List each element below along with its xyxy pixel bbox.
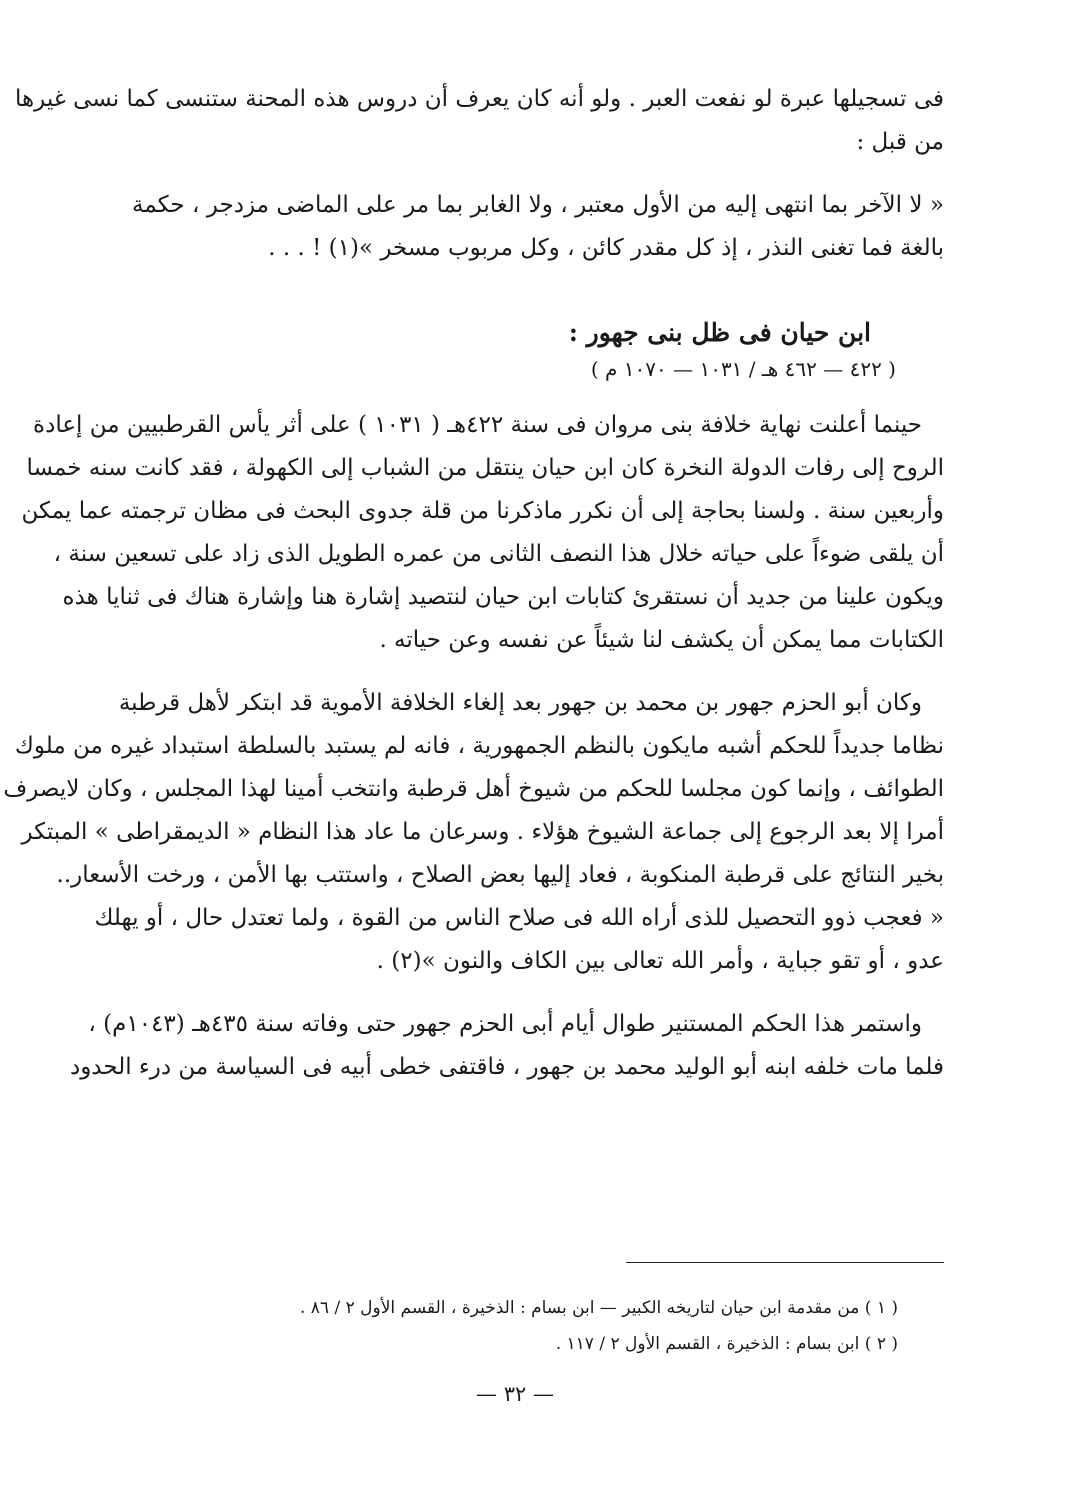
section-dates: ( ٤٢٢ — ٤٦٢ هـ / ١٠٣١ — ١٠٧٠ م ) (590, 357, 896, 381)
text-line: نظاما جديداً للحكم أشبه مايكون بالنظم الجمهورية ، فانه لم يستبد بالسلطة استبداد غيره من ملوك (14, 733, 944, 759)
paragraph-1 (21, 404, 944, 662)
text-line: فلما مات خلفه ابنه أبو الوليد محمد بن جهور ، فاقتفى خطى أبيه فى السياسة من درء الحدود (69, 1054, 944, 1080)
text-line: بالغة فما تغنى النذر ، إذ كل مقدر كائن ، وكل مربوب مسخر »(١) ! . . . (268, 235, 944, 261)
text-line: فى تسجيلها عبرة لو نفعت العبر . ولو أنه كان يعرف أن دروس هذه المحنة ستنسى كما نسى غيرها (15, 86, 944, 112)
quotation-paragraph (132, 184, 944, 270)
text-line: عدو ، أو تقو جباية ، وأمر الله تعالى بين الكاف والنون »(٢) . (376, 948, 944, 974)
section-heading: ابن حيان فى ظل بنى جهور : (568, 318, 871, 347)
text-line: من قبل : (856, 129, 944, 155)
footnote-2: ( ٢ ) ابن بسام : الذخيرة ، القسم الأول ٢ / ١١٧ . (555, 1334, 898, 1354)
paragraph-intro (15, 78, 944, 164)
text-line: واستمر هذا الحكم المستنير طوال أيام أبى الحزم جهور حتى وفاته سنة ٤٣٥هـ (١٠٤٣م) ، (88, 1011, 922, 1037)
text-line: الطوائف ، وإنما كون مجلسا للحكم من شيوخ أهل قرطبة وانتخب أمينا لهذا المجلس ، وكان لايصرف (3, 776, 944, 802)
footnote-divider (626, 1262, 944, 1263)
text-line: « لا الآخر بما انتهى إليه من الأول معتبر ، ولا الغابر بما مر على الماضى مزدجر ، حكمة (132, 192, 944, 218)
text-line: الروح إلى رفات الدولة النخرة كان ابن حيان ينتقل من الشباب إلى الكهولة ، فقد كانت سنه خمسا (26, 455, 944, 481)
paragraph-3 (69, 1003, 944, 1089)
text-line: أن يلقى ضوءاً على حياته خلال هذا النصف الثانى من عمره الطويل الذى زاد على تسعين سنة ، (53, 541, 944, 567)
page-number: — ٣٢ — (476, 1382, 554, 1406)
text-line: الكتابات مما يمكن أن يكشف لنا شيئاً عن نفسه وعن حياته . (379, 627, 944, 653)
text-line: وأربعين سنة . ولسنا بحاجة إلى أن نكرر ماذكرنا من قلة جدوى البحث فى مظان ترجمته عما يمكن (21, 498, 944, 524)
footnotes (300, 1290, 898, 1362)
footnote-1: ( ١ ) من مقدمة ابن حيان لتاريخه الكبير — ابن بسام : الذخيرة ، القسم الأول ٢ / ٨٦ . (299, 1298, 898, 1318)
text-line: أمرا إلا بعد الرجوع إلى جماعة الشيوخ هؤلاء . وسرعان ما عاد هذا النظام « الديمقراطى » المبتكر (21, 819, 944, 845)
paragraph-2 (3, 682, 944, 983)
text-line: « فعجب ذوو التحصيل للذى أراه الله فى صلاح الناس من القوة ، ولما تعتدل حال ، أو يهلك (94, 905, 944, 931)
text-line: بخير النتائج على قرطبة المنكوبة ، فعاد إليها بعض الصلاح ، واستتب بها الأمن ، ورخت الأسعار.. (56, 862, 944, 888)
text-line: وكان أبو الحزم جهور بن محمد بن جهور بعد إلغاء الخلافة الأموية قد ابتكر لأهل قرطبة (118, 690, 922, 716)
text-line: ويكون علينا من جديد أن نستقرئ كتابات ابن حيان لنتصيد إشارة هنا وإشارة هناك فى ثنايا هذه (62, 584, 944, 610)
text-line: حينما أعلنت نهاية خلافة بنى مروان فى سنة ٤٢٢هـ ( ١٠٣١ ) على أثر يأس القرطبيين من إعادة (33, 412, 922, 438)
page-body (3, 78, 944, 1109)
